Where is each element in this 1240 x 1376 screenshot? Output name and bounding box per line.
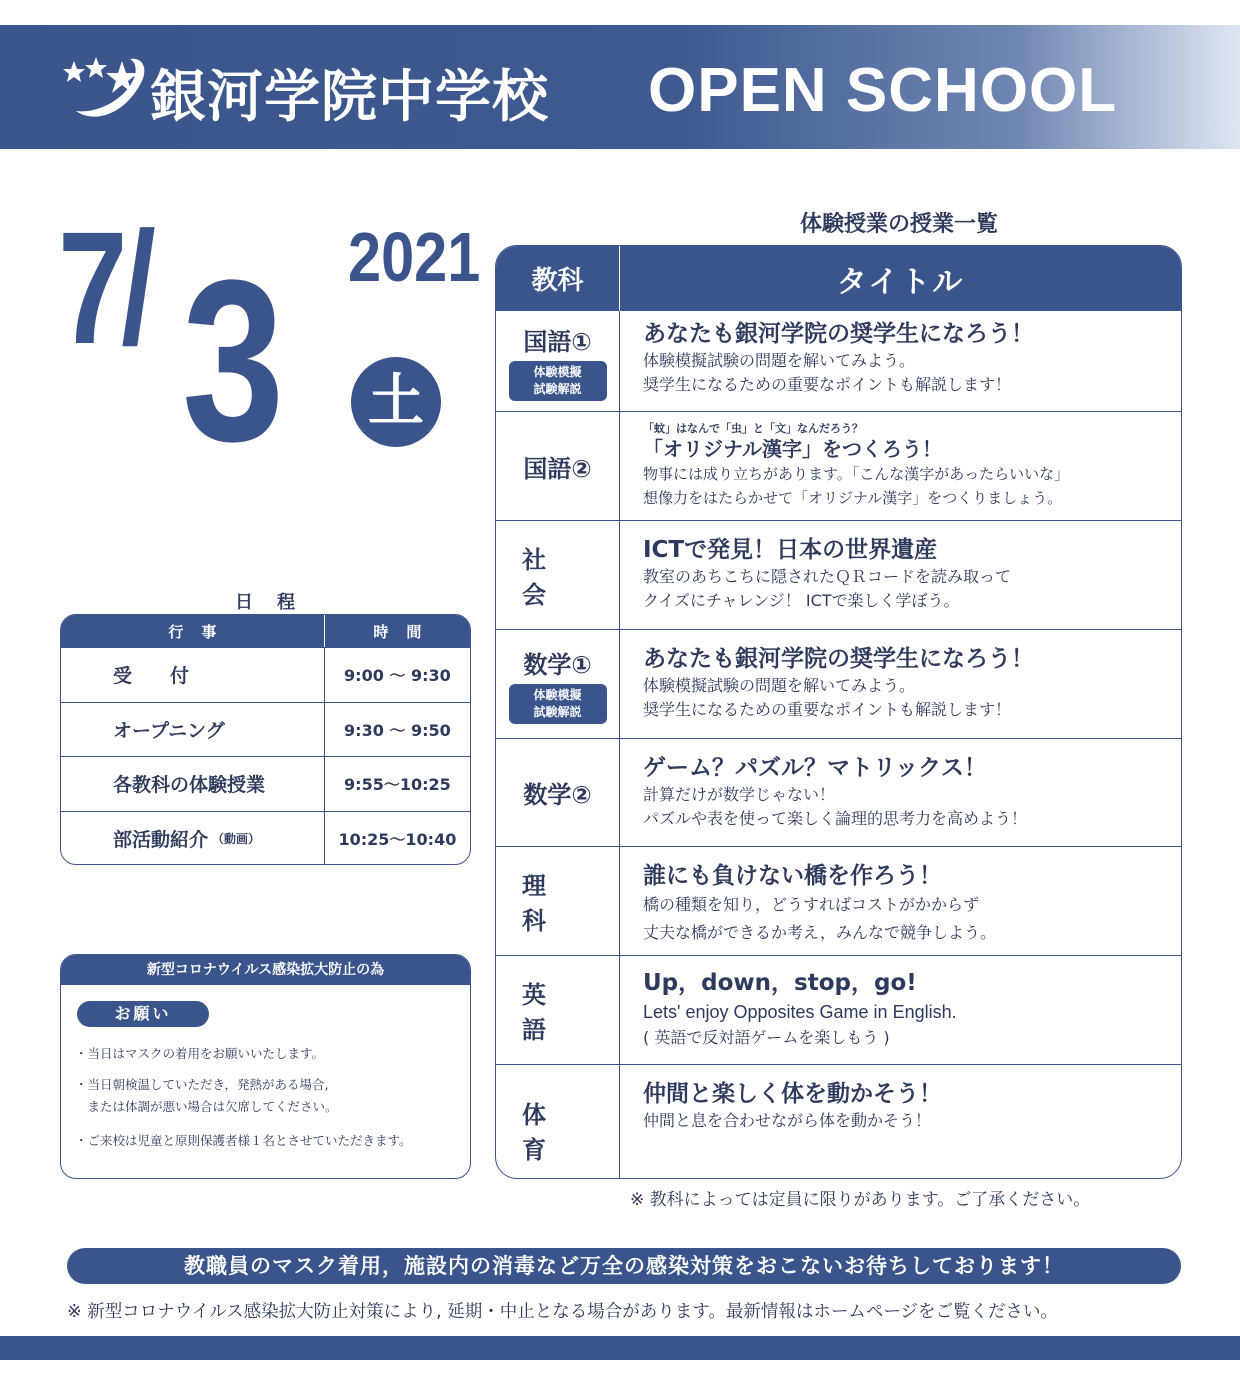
school-name: 銀河学院中学校 xyxy=(150,65,549,130)
lesson-description: 想像力をはたらかせて「オリジナル漢字」をつくりましょう。 xyxy=(643,489,1063,507)
lesson-body xyxy=(620,1065,1181,1179)
lesson-subject xyxy=(496,847,620,955)
lesson-badge-line: 試験解説 xyxy=(533,381,582,396)
schedule-event xyxy=(61,648,325,702)
school-logo-icon xyxy=(62,47,152,129)
notice-badge: お願い xyxy=(77,1001,209,1027)
notice-item: ・ご来校は児童と原則保護者様１名とさせていただきます。 xyxy=(75,1133,412,1148)
lesson-description: ( 英語で反対語ゲームを楽しもう ) xyxy=(643,1028,890,1047)
lesson-body xyxy=(620,739,1181,846)
lesson-badge xyxy=(509,684,607,724)
notice-item: ・当日はマスクの着用をお願いいたします。 xyxy=(75,1046,325,1061)
lesson-description: 丈夫な橋ができるか考え，みんなで競争しよう。 xyxy=(643,923,996,942)
lesson-body xyxy=(620,412,1181,520)
lesson-main-title: あなたも銀河学院の奨学生になろう！ xyxy=(643,321,1034,347)
lessons-col-title: タイトル xyxy=(836,264,965,300)
capacity-note: ※ 教科によっては定員に限りがあります。ご了承ください。 xyxy=(630,1190,1091,1210)
lesson-description: 橋の種類を知り，どうすればコストがかからず xyxy=(643,895,980,914)
schedule-row xyxy=(61,811,470,865)
schedule-event-label: 各教科の体験授業 xyxy=(113,774,266,797)
lessons-table xyxy=(495,245,1182,1179)
schedule-time: 9:00 ～ 9:30 xyxy=(344,666,451,686)
lesson-subject-label: 数学① xyxy=(523,650,592,679)
header-banner xyxy=(0,25,1240,149)
schedule-table xyxy=(60,614,471,865)
schedule-event-label: オープニング xyxy=(113,719,225,742)
lesson-description: パズルや表を使って楽しく論理的思考力を高めよう！ xyxy=(643,809,1028,828)
schedule-time: 10:25～10:40 xyxy=(338,830,457,850)
lesson-subject xyxy=(496,521,620,629)
lesson-subject xyxy=(496,311,620,411)
lesson-description: 体験模擬試験の問題を解いてみよう。 xyxy=(643,351,916,370)
lesson-body xyxy=(620,521,1181,629)
lesson-row xyxy=(496,738,1181,846)
lesson-subject-label: 数学② xyxy=(523,781,592,809)
lesson-pretitle: 「蚊」はなんで「虫」と「文」なんだろう？ xyxy=(643,422,863,435)
lesson-row xyxy=(496,411,1181,520)
lessons-header xyxy=(496,246,1181,311)
lesson-body xyxy=(620,630,1181,738)
lesson-badge-line: 体験模擬 xyxy=(533,364,582,379)
date-weekday: 土 xyxy=(351,357,441,447)
lesson-description: Lets' enjoy Opposites Game in English. xyxy=(643,1002,957,1022)
notice-item: または体調が悪い場合は欠席してください。 xyxy=(75,1099,338,1114)
schedule-header xyxy=(61,615,470,647)
lesson-badge-line: 試験解説 xyxy=(533,704,582,719)
schedule-time: 9:55～10:25 xyxy=(344,775,451,795)
lesson-description: 計算だけが数学じゃない！ xyxy=(643,785,836,804)
lesson-row xyxy=(496,846,1181,955)
lesson-main-title: 仲間と楽しく体を動かそう！ xyxy=(643,1081,942,1107)
lesson-subject xyxy=(496,739,620,846)
lesson-main-title: 誰にも負けない橋を作ろう！ xyxy=(643,863,942,889)
date-month: 7/ xyxy=(58,198,150,377)
lesson-row xyxy=(496,955,1181,1064)
infection-banner: 教職員のマスク着用，施設内の消毒など万全の感染対策をおこないお待ちしております！ xyxy=(67,1248,1181,1284)
lesson-description: 仲間と息を合わせながら体を動かそう！ xyxy=(643,1111,932,1130)
lessons-col-subject: 教科 xyxy=(496,246,620,311)
lesson-description: クイズにチャレンジ！ ICTで楽しく学ぼう。 xyxy=(643,591,960,610)
lesson-main-title: ICTで発見！日本の世界遺産 xyxy=(643,537,938,563)
lesson-main-title: ゲーム？パズル？マトリックス！ xyxy=(643,755,987,781)
lesson-badge xyxy=(509,361,607,401)
lesson-row xyxy=(496,1064,1181,1179)
lesson-body xyxy=(620,956,1181,1064)
lesson-subject-label: 英語 xyxy=(522,981,572,1044)
lesson-subject-label: 国語① xyxy=(523,327,592,356)
lesson-subject xyxy=(496,630,620,738)
lesson-description: 奨学生になるための重要なポイントも解説します！ xyxy=(643,700,1012,719)
schedule-event-label: 受 付 xyxy=(113,665,190,688)
lesson-subject-label: 社会 xyxy=(522,546,572,609)
lesson-description: 教室のあちこちに隠されたＱＲコードを読み取って xyxy=(643,567,1012,586)
schedule-row xyxy=(61,702,470,757)
lessons-title: 体験授業の授業一覧 xyxy=(800,212,999,237)
lesson-body xyxy=(620,311,1181,411)
lesson-main-title: 「オリジナル漢字」をつくろう！ xyxy=(643,437,942,461)
schedule-row xyxy=(61,647,470,702)
notice-item: ・当日朝検温していただき，発熱がある場合, xyxy=(75,1077,329,1092)
lesson-row xyxy=(496,629,1181,738)
schedule-row xyxy=(61,756,470,811)
lesson-subject xyxy=(496,1065,620,1179)
footer-note: ※ 新型コロナウイルス感染拡大防止対策により, 延期・中止となる場合があります。最新情報はホームページをご覧ください。 xyxy=(67,1302,1059,1322)
lesson-main-title: あなたも銀河学院の奨学生になろう！ xyxy=(643,646,1034,672)
lesson-body xyxy=(620,847,1181,955)
lesson-badge-line: 体験模擬 xyxy=(533,687,582,702)
schedule-time: 9:30 ～ 9:50 xyxy=(344,720,451,740)
schedule-event-note: （動画） xyxy=(212,832,261,847)
date-day: 3 xyxy=(182,232,285,489)
lesson-subject xyxy=(496,412,620,520)
schedule-event xyxy=(61,757,325,811)
lesson-description: 奨学生になるための重要なポイントも解説します！ xyxy=(643,375,1012,394)
schedule-event xyxy=(61,812,325,865)
lesson-row xyxy=(496,311,1181,411)
footer-bar xyxy=(0,1336,1240,1360)
lesson-subject-label: 国語② xyxy=(523,454,592,483)
schedule-event xyxy=(61,703,325,757)
lesson-description: 物事には成り立ちがあります。「こんな漢字があったらいいな」 xyxy=(643,465,1070,483)
schedule-col-event: 行事 xyxy=(61,615,325,647)
date-year: 2021 xyxy=(348,218,481,296)
schedule-col-time: 時間 xyxy=(373,622,440,641)
event-title: OPEN SCHOOL xyxy=(648,56,1118,125)
schedule-event-label: 部活動紹介 xyxy=(113,829,209,852)
lesson-main-title: Up，down，stop，go! xyxy=(643,970,917,996)
lesson-subject-label: 理科 xyxy=(522,872,572,935)
notice-header: 新型コロナウイルス感染拡大防止の為 xyxy=(61,955,470,985)
lesson-subject-label: 体育 xyxy=(522,1101,572,1164)
lesson-description: 体験模擬試験の問題を解いてみよう。 xyxy=(643,676,916,695)
lesson-row xyxy=(496,520,1181,629)
lesson-subject xyxy=(496,956,620,1064)
notice-box xyxy=(60,954,471,1179)
schedule-title: 日程 xyxy=(235,592,319,613)
